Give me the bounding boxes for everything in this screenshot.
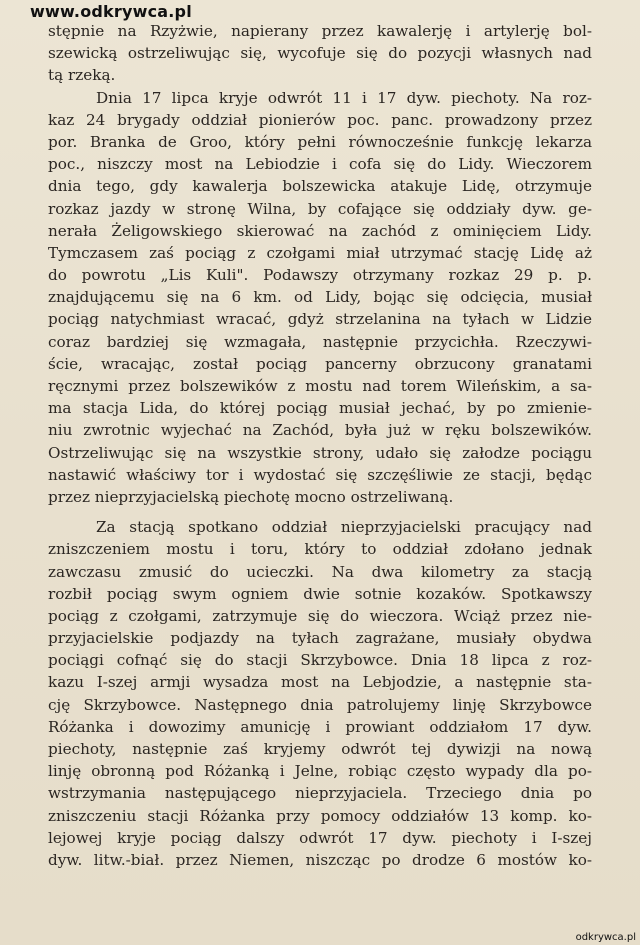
text-line: przyjacielskie podjazdy na tyłach zagrażane, musiały obydwa (48, 629, 592, 648)
text-line: ście, wracając, został pociąg pancerny obrzucony granatami (48, 354, 592, 373)
text-line: tą rzeką. (48, 66, 116, 85)
text-line: Różanka i dowozimy amunicję i prowiant oddziałom 17 dyw. (48, 717, 592, 736)
paragraph-station (48, 516, 592, 871)
text-line: szewicką ostrzeliwując się, wycofuje się do pozycji własnych nad (48, 44, 592, 63)
text-line: dyw. litw.-biał. przez Niemen, niszcząc po drodze 6 mostów ko- (48, 850, 592, 869)
watermark-logo: www.odkrywca.pl (30, 2, 192, 21)
text-line: poc., niszczy most na Lebiodzie i cofa się do Lidy. Wieczorem (48, 155, 592, 174)
text-line: zniszczeniu stacji Różanka przy pomocy oddziałów 13 komp. ko- (48, 806, 592, 825)
text-line: ręcznymi przez bolszewików z mostu nad torem Wileńskim, a sa- (48, 377, 592, 395)
text-line: coraz bardziej się wzmagała, następnie przycichła. Rzeczywi- (48, 332, 592, 351)
paragraph-continuation (48, 20, 592, 87)
text-line: kaz 24 brygady oddział pionierów poc. panc. prowadzony przez (48, 110, 592, 129)
text-line: znajdującemu się na 6 km. od Lidy, bojąc się odcięcia, musiał (48, 288, 592, 307)
text-line: lejowej kryje pociąg dalszy odwrót 17 dyw. piechoty i I-szej (48, 828, 592, 847)
text-line: pociąg natychmiast wracać, gdyż strzelanina na tyłach w Lidzie (48, 310, 592, 329)
text-line: stępnie na Rzyżwie, napierany przez kawalerję i artylerję bol- (48, 22, 592, 40)
text-line: por. Branka de Groo, który pełni równocześnie funkcję lekarza (48, 132, 592, 151)
text-line: zniszczeniem mostu i toru, który to oddział zdołano jednak (48, 540, 592, 559)
text-line: piechoty, następnie zaś kryjemy odwrót tej dywizji na nową (48, 740, 592, 758)
text-line: nerała Żeligowskiego skierować na zachód z ominięciem Lidy. (48, 221, 592, 240)
text-line: nastawić właściwy tor i wydostać się szczęśliwie ze stacji, będąc (48, 465, 592, 484)
text-line: kazu I-szej armji wysadza most na Lebjodzie, a następnie sta- (48, 673, 592, 692)
text-line: rozkaz jazdy w stronę Wilna, by cofające się oddziały dyw. ge- (48, 199, 592, 218)
text-line: przez nieprzyjacielską piechotę mocno ostrzeliwaną. (48, 487, 454, 506)
text-line: Dnia 17 lipca kryje odwrót 11 i 17 dyw. piechoty. Na roz- (96, 88, 592, 107)
paragraph-gap (48, 508, 592, 516)
text-line: linję obronną pod Różanką i Jelne, robiąc często wypady dla po- (48, 762, 592, 781)
text-line: Za stacją spotkano oddział nieprzyjacielski pracujący nad (96, 518, 592, 537)
text-line: cję Skrzybowce. Następnego dnia patrolujemy linję Skrzybowce (48, 695, 592, 714)
text-line: dnia tego, gdy kawalerja bolszewicka atakuje Lidę, otrzymuje (48, 177, 592, 196)
text-line: wstrzymania następującego nieprzyjaciela. Trzeciego dnia po (48, 784, 592, 803)
paragraph-july-17 (48, 87, 592, 509)
text-line: do powrotu „Lis Kuli". Podawszy otrzymany rozkaz 29 p. p. (48, 266, 592, 285)
text-line: niu zwrotnic wyjechać na Zachód, była już w ręku bolszewików. (48, 421, 592, 440)
page-text (48, 20, 592, 871)
text-line: ma stacja Lida, do której pociąg musiał jechać, by po zmienie- (48, 399, 592, 418)
text-line: pociąg z czołgami, zatrzymuje się do wieczora. Wciąż przez nie- (48, 606, 592, 625)
text-line: Tymczasem zaś pociąg z czołgami miał utrzymać stację Lidę aż (48, 243, 592, 262)
text-line: zawczasu zmusić do ucieczki. Na dwa kilometry za stacją (48, 562, 592, 581)
text-line: Ostrzeliwując się na wszystkie strony, udało się załodze pociągu (48, 443, 592, 462)
text-line: pociągi cofnąć się do stacji Skrzybowce. Dnia 18 lipca z roz- (48, 651, 592, 670)
text-line: rozbił pociąg swym ogniem dwie sotnie kozaków. Spotkawszy (48, 584, 592, 603)
watermark-footer: odkrywca.pl (575, 932, 636, 943)
